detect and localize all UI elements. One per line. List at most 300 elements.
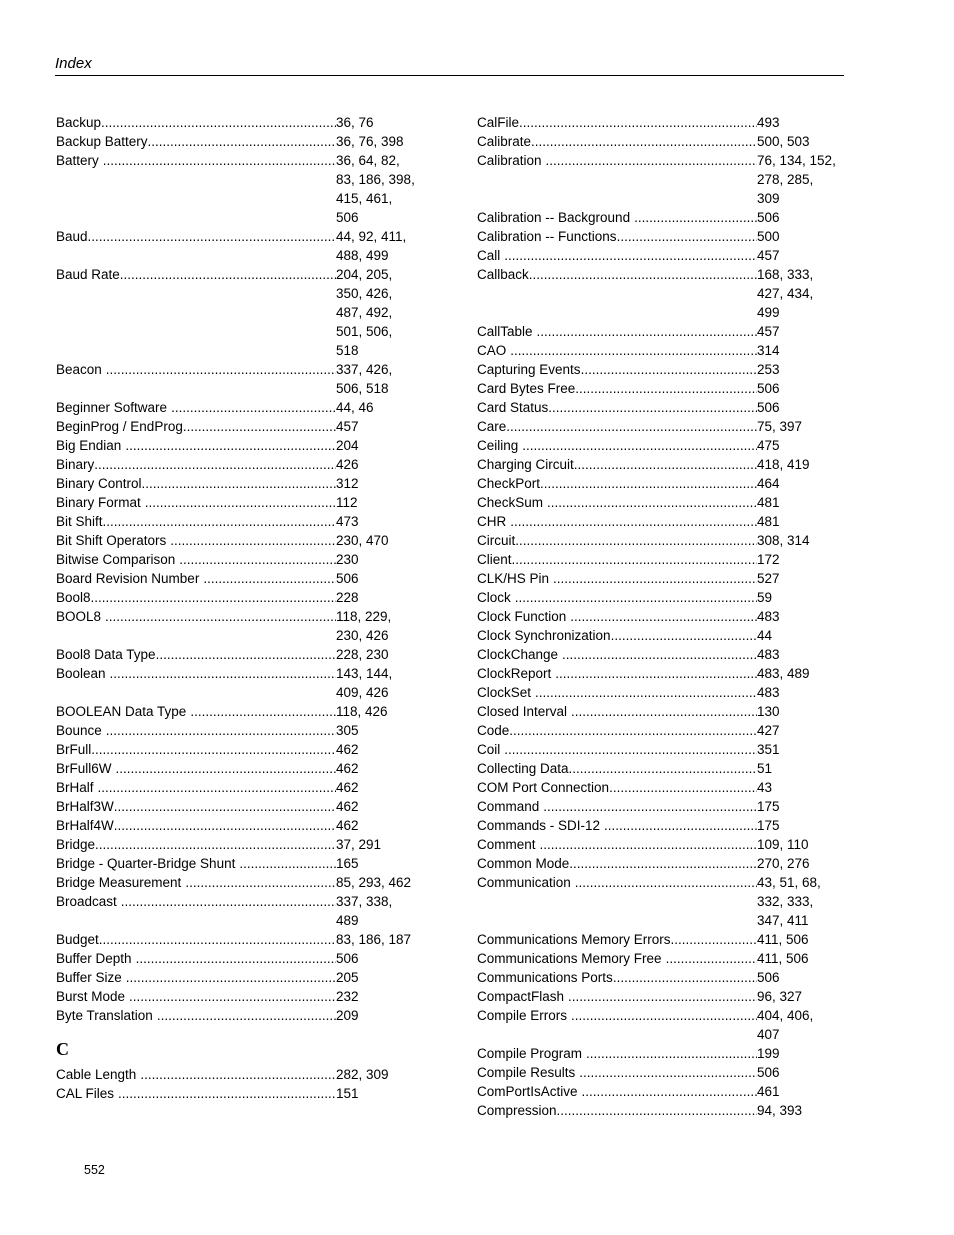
index-entry	[477, 721, 843, 740]
entry-leader	[477, 398, 757, 417]
entry-leader	[477, 721, 757, 740]
page-references: 506	[336, 571, 359, 586]
entry-leader	[477, 664, 757, 683]
dot-leader	[613, 968, 757, 987]
index-term: Buffer Size	[56, 970, 122, 985]
index-entry	[56, 455, 422, 474]
dot-leader	[522, 436, 757, 455]
entry-leader	[477, 246, 757, 265]
dot-leader	[531, 132, 757, 151]
index-entry	[477, 1044, 843, 1063]
page-references: 462	[336, 761, 359, 776]
index-entry	[477, 322, 843, 341]
index-entry	[56, 512, 422, 531]
page-references: 199	[757, 1046, 780, 1061]
dot-leader	[126, 968, 336, 987]
index-entry	[477, 683, 843, 702]
entry-leader	[477, 436, 757, 455]
index-term: Beginner Software	[56, 400, 168, 415]
index-term: CallTable	[477, 324, 533, 339]
index-entry	[56, 436, 422, 455]
entry-leader	[477, 949, 757, 968]
page-references: 527	[757, 571, 780, 586]
index-entry	[477, 588, 843, 607]
page-references: 461	[757, 1084, 780, 1099]
index-term: Boolean	[56, 666, 106, 681]
entry-leader	[477, 778, 757, 797]
dot-leader	[512, 550, 757, 569]
page-references: 481	[757, 514, 780, 529]
dot-leader	[95, 835, 336, 854]
entry-leader	[477, 683, 757, 702]
entry-leader	[56, 1006, 336, 1025]
index-term: BOOLEAN Data Type	[56, 704, 187, 719]
dot-leader	[120, 265, 336, 284]
index-entry	[56, 778, 422, 797]
index-entry	[56, 398, 422, 417]
entry-leader	[56, 816, 336, 835]
index-term: Common Mode	[477, 856, 570, 871]
index-entry	[56, 569, 422, 588]
index-entry	[477, 968, 843, 987]
entry-leader	[477, 607, 757, 626]
entries-b	[56, 113, 422, 1025]
index-term: Binary	[56, 457, 95, 472]
index-term: Calibration -- Background	[477, 210, 631, 225]
page-references: 175	[757, 818, 780, 833]
index-term: Calibration -- Functions	[477, 229, 617, 244]
dot-leader	[510, 512, 757, 531]
index-term: Bit Shift	[56, 514, 103, 529]
index-term: Card Status	[477, 400, 549, 415]
page-references: 130	[757, 704, 780, 719]
page-references: 168, 333, 427, 434, 499	[757, 267, 814, 320]
entry-leader	[477, 1063, 757, 1082]
index-term: Collecting Data	[477, 761, 569, 776]
entry-leader	[477, 1101, 757, 1120]
index-term: Ceiling	[477, 438, 519, 453]
dot-leader	[548, 398, 757, 417]
dot-leader	[101, 113, 336, 132]
dot-leader	[106, 360, 336, 379]
index-term: Capturing Events	[477, 362, 581, 377]
index-entry	[477, 873, 843, 930]
entry-leader	[477, 1006, 757, 1025]
dot-leader	[609, 778, 757, 797]
dot-leader	[571, 702, 757, 721]
dot-leader	[581, 360, 757, 379]
page-references: 205	[336, 970, 359, 985]
page-references: 506	[757, 381, 780, 396]
index-term: Cable Length	[56, 1067, 137, 1082]
index-term: CAO	[477, 343, 507, 358]
dot-leader	[547, 493, 757, 512]
page-references: 500, 503	[757, 134, 810, 149]
page-references: 36, 64, 82, 83, 186, 398, 415, 461, 506	[336, 153, 415, 225]
entry-leader	[477, 626, 757, 645]
index-entry	[56, 930, 422, 949]
page-references: 500	[757, 229, 780, 244]
page-references: 506	[757, 210, 780, 225]
entry-leader	[56, 132, 336, 151]
index-entry	[477, 151, 843, 208]
dot-leader	[575, 379, 757, 398]
entry-leader	[477, 987, 757, 1006]
index-entry	[477, 208, 843, 227]
dot-leader	[504, 246, 757, 265]
index-term: Buffer Depth	[56, 951, 132, 966]
dot-leader	[103, 151, 336, 170]
entry-leader	[56, 949, 336, 968]
entry-leader	[56, 987, 336, 1006]
page-references: 314	[757, 343, 780, 358]
dot-leader	[519, 113, 757, 132]
page-references: 337, 426, 506, 518	[336, 362, 393, 396]
index-term: ComPortIsActive	[477, 1084, 578, 1099]
index-entry	[477, 1006, 843, 1044]
index-term: Callback	[477, 267, 529, 282]
index-term: Calibration	[477, 153, 542, 168]
index-entry	[56, 1006, 422, 1025]
index-entry	[477, 493, 843, 512]
dot-leader	[569, 759, 757, 778]
entry-leader	[477, 208, 757, 227]
index-entry	[56, 113, 422, 132]
index-term: Big Endian	[56, 438, 122, 453]
entry-leader	[56, 797, 336, 816]
index-term: CLK/HS Pin	[477, 571, 550, 586]
page-references: 76, 134, 152, 278, 285, 309	[757, 153, 836, 206]
entry-leader	[477, 797, 757, 816]
index-term: Backup	[56, 115, 102, 130]
index-entry	[477, 987, 843, 1006]
page-references: 44	[757, 628, 773, 643]
dot-leader	[568, 987, 757, 1006]
page-number: 552	[84, 1163, 105, 1177]
index-entry	[477, 949, 843, 968]
index-term: Bridge Measurement	[56, 875, 182, 890]
page-references: 44, 46	[336, 400, 374, 415]
entry-leader	[477, 854, 757, 873]
page-references: 36, 76, 398	[336, 134, 404, 149]
index-entry	[56, 588, 422, 607]
dot-leader	[575, 873, 757, 892]
entry-leader	[56, 1084, 336, 1103]
entry-leader	[477, 360, 757, 379]
page-references: 118, 229, 230, 426	[336, 609, 392, 643]
entry-leader	[477, 379, 757, 398]
index-entry	[477, 797, 843, 816]
index-term: Burst Mode	[56, 989, 126, 1004]
index-entry	[477, 398, 843, 417]
index-term: Binary Format	[56, 495, 141, 510]
index-term: BrFull	[56, 742, 92, 757]
entry-leader	[477, 1044, 757, 1063]
index-term: Command	[477, 799, 540, 814]
dot-leader	[103, 512, 336, 531]
index-entry	[477, 113, 843, 132]
index-term: Board Revision Number	[56, 571, 200, 586]
index-entry	[477, 1101, 843, 1120]
entry-leader	[477, 930, 757, 949]
index-entry	[56, 664, 422, 702]
page-references: 506	[336, 951, 359, 966]
entry-leader	[56, 664, 336, 683]
index-term: Code	[477, 723, 510, 738]
page-references: 483	[757, 609, 780, 624]
dot-leader	[88, 227, 336, 246]
page-references: 230, 470	[336, 533, 389, 548]
index-term: Closed Interval	[477, 704, 568, 719]
page-references: 204	[336, 438, 359, 453]
entry-leader	[56, 892, 336, 911]
dot-leader	[179, 550, 336, 569]
page-references: 462	[336, 799, 359, 814]
dot-leader	[504, 740, 757, 759]
dot-leader	[145, 493, 336, 512]
entry-leader	[56, 645, 336, 664]
index-entry	[56, 816, 422, 835]
dot-leader	[99, 930, 336, 949]
index-entry	[477, 455, 843, 474]
dot-leader	[543, 797, 757, 816]
index-entry	[477, 341, 843, 360]
index-term: Circuit	[477, 533, 516, 548]
page-references: 464	[757, 476, 780, 491]
dot-leader	[203, 569, 336, 588]
dot-leader	[537, 322, 757, 341]
dot-leader	[569, 854, 757, 873]
page-references: 483	[757, 685, 780, 700]
index-term: Communications Ports	[477, 970, 613, 985]
index-entry	[56, 721, 422, 740]
dot-leader	[557, 1101, 757, 1120]
entry-leader	[477, 512, 757, 531]
dot-leader	[546, 151, 757, 170]
index-entry	[477, 626, 843, 645]
dot-leader	[185, 873, 336, 892]
page-references: 118, 426	[336, 704, 388, 719]
entry-leader	[56, 113, 336, 132]
index-entry	[56, 892, 422, 930]
entry-leader	[477, 550, 757, 569]
dot-leader	[157, 1006, 336, 1025]
entry-leader	[56, 569, 336, 588]
index-entry	[477, 740, 843, 759]
index-entry	[56, 1065, 422, 1084]
dot-leader	[570, 607, 757, 626]
dot-leader	[666, 949, 757, 968]
index-entry	[56, 968, 422, 987]
dot-leader	[114, 816, 336, 835]
entry-leader	[56, 436, 336, 455]
page-references: 204, 205, 350, 426, 487, 492, 501, 506, 518	[336, 267, 393, 358]
index-term: BrFull6W	[56, 761, 112, 776]
dot-leader	[136, 949, 336, 968]
dot-leader	[515, 531, 757, 550]
page-references: 462	[336, 780, 359, 795]
entry-leader	[477, 645, 757, 664]
index-entry	[477, 360, 843, 379]
entry-leader	[477, 322, 757, 341]
index-entry	[477, 835, 843, 854]
index-entry	[477, 816, 843, 835]
index-term: Coil	[477, 742, 501, 757]
entry-leader	[56, 1065, 336, 1084]
dot-leader	[140, 1065, 336, 1084]
entry-leader	[56, 778, 336, 797]
index-entry	[56, 949, 422, 968]
entry-leader	[477, 455, 757, 474]
entry-leader	[56, 265, 336, 284]
page-references: 427	[757, 723, 780, 738]
index-term: CheckPort	[477, 476, 541, 491]
index-term: Commands - SDI-12	[477, 818, 601, 833]
dot-leader	[553, 569, 757, 588]
dot-leader	[611, 626, 757, 645]
index-entry	[56, 854, 422, 873]
dot-leader	[94, 455, 336, 474]
page-references: 43, 51, 68, 332, 333, 347, 411	[757, 875, 821, 928]
index-term: Client	[477, 552, 512, 567]
page-references: 462	[336, 742, 359, 757]
page-references: 493	[757, 115, 780, 130]
dot-leader	[110, 664, 336, 683]
dot-leader	[540, 835, 757, 854]
index-term: ClockReport	[477, 666, 552, 681]
index-entry	[477, 265, 843, 322]
page-references: 506	[757, 400, 780, 415]
index-entry	[56, 835, 422, 854]
entry-leader	[56, 455, 336, 474]
index-term: COM Port Connection	[477, 780, 610, 795]
entry-leader	[56, 512, 336, 531]
index-entry	[56, 151, 422, 227]
index-term: Compile Program	[477, 1046, 583, 1061]
page-references: 483, 489	[757, 666, 810, 681]
index-term: BrHalf	[56, 780, 94, 795]
dot-leader	[106, 721, 336, 740]
page-references: 75, 397	[757, 419, 803, 434]
page-references: 457	[336, 419, 359, 434]
page-references: 506	[757, 1065, 780, 1080]
index-entry	[56, 797, 422, 816]
index-entry	[56, 265, 422, 360]
entry-leader	[56, 873, 336, 892]
entry-leader	[56, 360, 336, 379]
page-references: 462	[336, 818, 359, 833]
index-term: Clock Synchronization	[477, 628, 611, 643]
entry-leader	[477, 1082, 757, 1101]
index-entry	[56, 740, 422, 759]
index-term: BeginProg / EndProg	[56, 419, 183, 434]
dot-leader	[562, 645, 757, 664]
section-heading-c: C	[56, 1039, 69, 1059]
dot-leader	[98, 778, 336, 797]
entry-leader	[477, 740, 757, 759]
entry-leader	[477, 968, 757, 987]
index-entry	[56, 417, 422, 436]
dot-leader	[129, 987, 336, 1006]
index-term: Budget	[56, 932, 99, 947]
page-references: 418, 419	[757, 457, 810, 472]
dot-leader	[515, 588, 757, 607]
entry-leader	[56, 607, 336, 626]
page-references: 151	[336, 1086, 359, 1101]
page-references: 59	[757, 590, 773, 605]
entry-leader	[477, 132, 757, 151]
index-entry	[56, 531, 422, 550]
page-references: 411, 506	[757, 951, 809, 966]
page-references: 312	[336, 476, 359, 491]
page-references: 232	[336, 989, 359, 1004]
dot-leader	[555, 664, 757, 683]
index-entry	[477, 512, 843, 531]
dot-leader	[91, 740, 336, 759]
dot-leader	[604, 816, 757, 835]
dot-leader	[116, 759, 336, 778]
index-entry	[56, 360, 422, 398]
index-term: Bridge - Quarter-Bridge Shunt	[56, 856, 236, 871]
index-entry	[477, 531, 843, 550]
entry-leader	[56, 227, 336, 246]
page-references: 337, 338, 489	[336, 894, 393, 928]
index-term: Calibrate	[477, 134, 532, 149]
entry-leader	[56, 474, 336, 493]
index-entry	[56, 474, 422, 493]
index-term: Baud	[56, 229, 88, 244]
index-entry	[477, 645, 843, 664]
page-references: 172	[757, 552, 780, 567]
page-references: 109, 110	[757, 837, 809, 852]
index-entry	[477, 854, 843, 873]
index-term: Battery	[56, 153, 99, 168]
dot-leader	[91, 588, 336, 607]
index-entry	[56, 987, 422, 1006]
index-term: Broadcast	[56, 894, 117, 909]
page-references: 165	[336, 856, 359, 871]
page-references: 457	[757, 248, 780, 263]
index-entry	[56, 1084, 422, 1103]
entry-leader	[477, 759, 757, 778]
index-entry	[477, 1082, 843, 1101]
entry-leader	[477, 531, 757, 550]
index-column-left	[56, 113, 422, 1103]
index-entry	[477, 759, 843, 778]
entry-leader	[56, 588, 336, 607]
entry-leader	[56, 759, 336, 778]
entry-leader	[477, 493, 757, 512]
dot-leader	[579, 1063, 757, 1082]
index-term: Call	[477, 248, 501, 263]
index-entry	[477, 436, 843, 455]
entry-leader	[477, 588, 757, 607]
page-references: 51	[757, 761, 773, 776]
index-term: CompactFlash	[477, 989, 565, 1004]
page-references: 228, 230	[336, 647, 389, 662]
entry-leader	[56, 721, 336, 740]
index-term: Bitwise Comparison	[56, 552, 176, 567]
index-entry	[477, 474, 843, 493]
page-references: 426	[336, 457, 359, 472]
dot-leader	[634, 208, 757, 227]
page-references: 411, 506	[757, 932, 809, 947]
entry-leader	[56, 493, 336, 512]
dot-leader	[121, 892, 336, 911]
page-references: 351	[757, 742, 780, 757]
page-references: 481	[757, 495, 780, 510]
dot-leader	[506, 417, 757, 436]
